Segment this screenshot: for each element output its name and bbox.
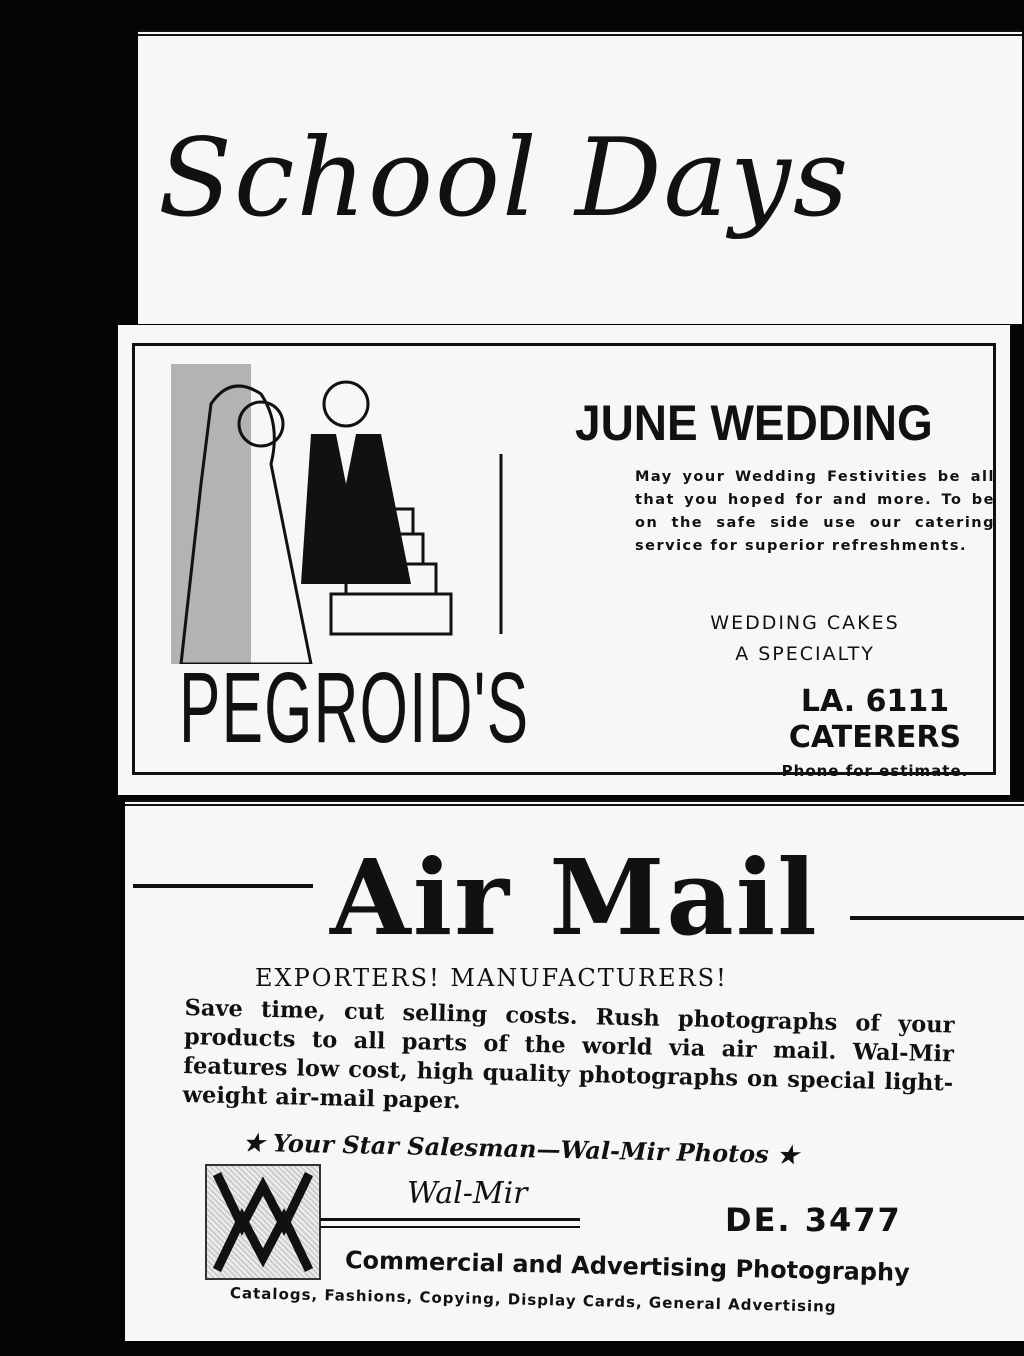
services-list: Catalogs, Fashions, Copying, Display Cards, General Advertising — [229, 1284, 837, 1316]
specialty-line-1: WEDDING CAKES — [710, 612, 900, 634]
brand-name: PEGROID'S — [179, 652, 530, 764]
bride-groom-cake-illustration — [171, 364, 641, 664]
wedding-phone: LA. 6111 — [800, 684, 950, 719]
headline-rule-left — [133, 884, 313, 888]
wal-mir-logo — [205, 1164, 321, 1280]
airmail-ad — [125, 800, 1024, 1341]
wedding-headline: JUNE WEDDING — [575, 395, 933, 451]
airmail-headline: Air Mail — [330, 836, 819, 959]
school-days-banner — [138, 30, 1022, 324]
slogan: ★ Your Star Salesman—Wal-Mir Photos ★ — [242, 1127, 799, 1170]
estimate-cta: Phone for estimate. — [781, 762, 969, 780]
wal-mir-script-logo: Wal-Mir — [407, 1176, 528, 1211]
airmail-body-text: Save time, cut selling costs. Rush photographs of your products to all parts of the world via air mail. Wal-Mir features low cost, high quality photographs on special light-weight air-mail paper. — [182, 994, 955, 1115]
specialty-line-2: A SPECIALTY — [735, 643, 875, 665]
page-title: School Days — [158, 116, 851, 241]
wedding-ad — [118, 325, 1010, 795]
wedding-contact — [765, 684, 985, 780]
caterers-label: CATERERS — [788, 720, 962, 755]
headline-rule-right — [850, 916, 1024, 920]
wedding-body-text: May your Wedding Festivities be all that you hoped for and more. To be on the safe side use our catering service for superior refreshments. — [635, 469, 995, 554]
service-line: Commercial and Advertising Photography — [344, 1246, 911, 1287]
wedding-ad-frame — [132, 343, 996, 780]
airmail-subhead: EXPORTERS! MANUFACTURERS! — [255, 964, 728, 992]
airmail-phone: DE. 3477 — [725, 1201, 902, 1239]
wedding-specialty — [675, 608, 935, 670]
logo-rule-2 — [320, 1226, 580, 1228]
logo-rule — [320, 1218, 580, 1221]
